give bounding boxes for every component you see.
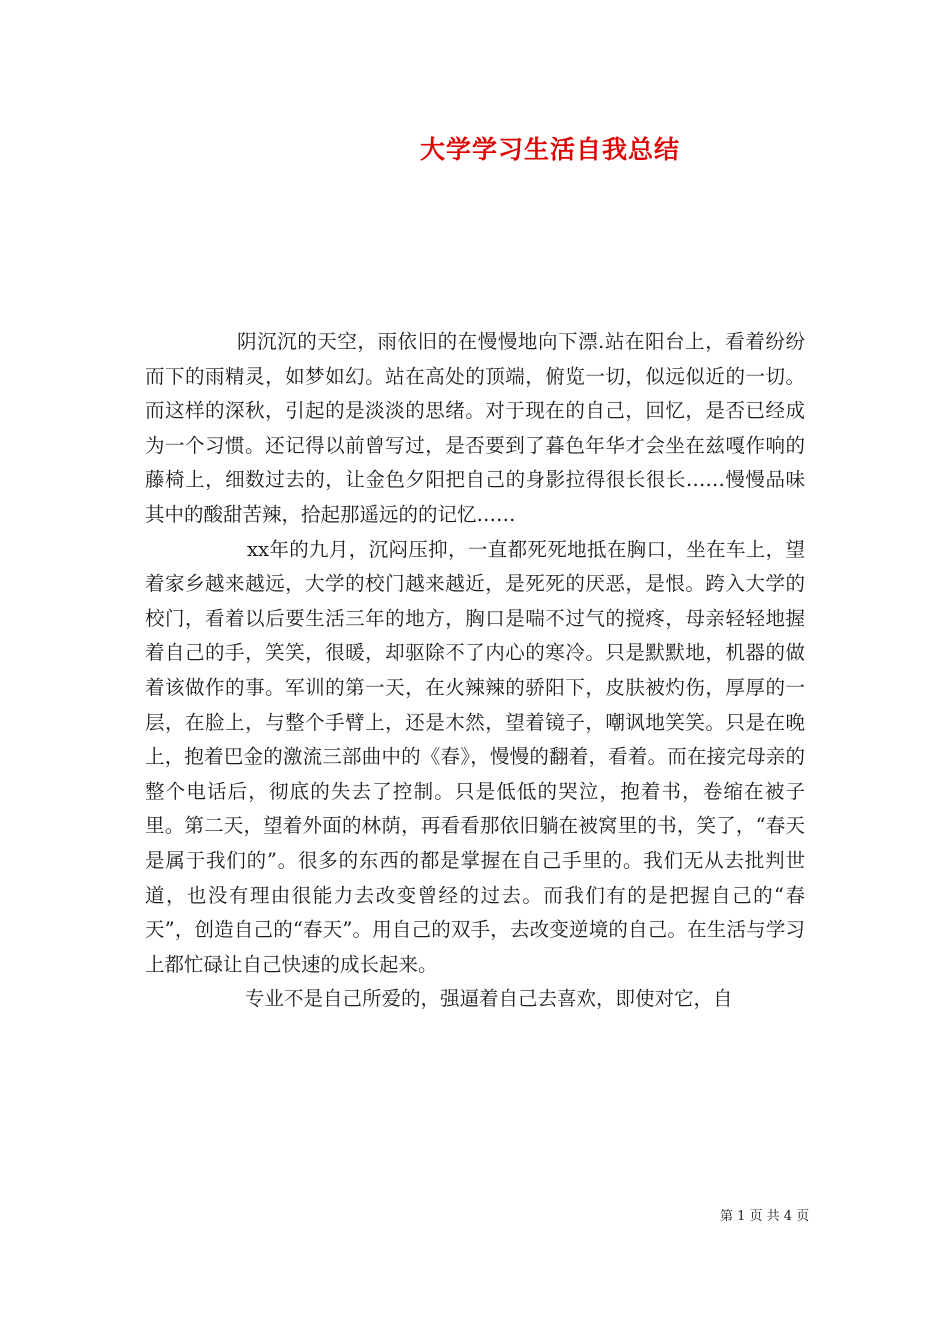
paragraph-1: 阴沉沉的天空，雨依旧的在慢慢地向下漂.站在阳台上，看着纷纷而下的雨精灵，如梦如幻。站在高处的顶端，俯览一切，似远似近的一切。而这样的深秋，引起的是淡淡的思绪。对于现在的自己，回忆，是否已经成为一个习惯。还记得以前曾写过，是否要到了暮色年华才会坐在兹嘎作响的藤椅上，细数过去的，让金色夕阳把自己的身影拉得很长很长……慢慢品味其中的酸甜苦辣，拾起那遥远的的记忆…… [145,330,805,526]
paragraph-2: xx年的九月，沉闷压抑，一直都死死地抵在胸口，坐在车上，望着家乡越来越远，大学的校门越来越近，是死死的厌恶，是恨。跨入大学的校门，看着以后要生活三年的地方，胸口是喘不过气的搅疼，母亲轻轻地握着自己的手，笑笑，很暖，却驱除不了内心的寒冷。只是默默地，机器的做着该做作的事。军训的第一天，在火辣辣的骄阳下，皮肤被灼伤，厚厚的一层，在脸上，与整个手臂上，还是木然，望着镜子，嘲讽地笑笑。只是在晚上，抱着巴金的激流三部曲中的《春》，慢慢的翻着，看着。而在接完母亲的整个电话后，彻底的失去了控制。只是低低的哭泣，抱着书，卷缩在被子里。第二天，望着外面的林荫，再看看那依旧躺在被窝里的书，笑了，“春天是属于我们的”。很多的东西的都是掌握在自己手里的。我们无从去批判世道，也没有理由很能力去改变曾经的过去。而我们有的是把握自己的“春天”，创造自己的“春天”。用自己的双手，去改变逆境的自己。在生活与学习上都忙碌让自己快速的成长起来。 [145,537,805,976]
page-number-footer: 第 1 页 共 4 页 [720,1209,810,1224]
document-title: 大学学习生活自我总结 [419,135,680,164]
paragraph-3: 专业不是自己所爱的，强逼着自己去喜欢，即使对它，自 [245,987,733,1011]
document-body [145,325,805,1017]
